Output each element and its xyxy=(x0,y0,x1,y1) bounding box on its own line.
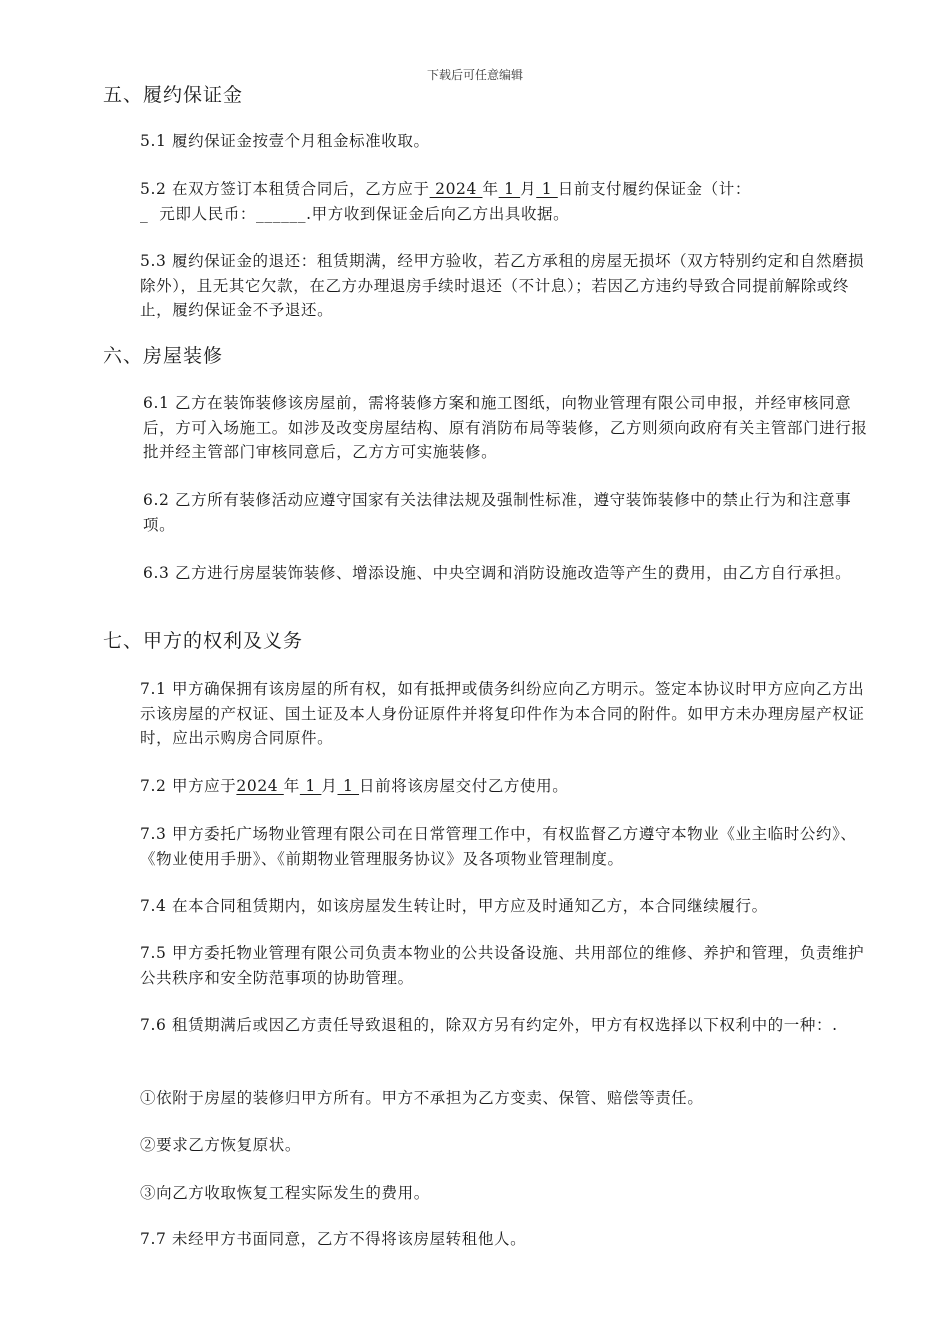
clause-5-2 xyxy=(140,177,870,226)
clause-5-2-text-f: .甲方收到保证金后向乙方出具收据。 xyxy=(306,204,570,223)
clause-7-2-month: 1 xyxy=(299,777,322,795)
clause-5-2-text-c: 月 xyxy=(520,180,537,198)
clause-5-2-day: 1 xyxy=(536,180,558,198)
clause-7-5: 7.5 甲方委托物业管理有限公司负责本物业的公共设备设施、共用部位的维修、养护和管理，负责维护公共秩序和安全防范事项的协助管理。 xyxy=(140,944,865,987)
clause-7-2-day: 1 xyxy=(337,777,360,795)
clause-7-6-option-2: ②要求乙方恢复原状。 xyxy=(140,1136,302,1154)
clause-7-2-text-b: 年 xyxy=(283,777,300,795)
clause-5-1: 5.1 履约保证金按壹个月租金标准收取。 xyxy=(140,132,430,150)
clause-7-2-text-a: 7.2 甲方应于 xyxy=(140,777,237,795)
watermark-text: 下载后可任意编辑 xyxy=(426,68,523,82)
clause-6-2: 6.2 乙方所有装修活动应遵守国家有关法律法规及强制性标准，遵守装饰装修中的禁止行为和注意事项。 xyxy=(143,491,852,534)
section-7-heading: 七、甲方的权利及义务 xyxy=(103,630,304,652)
clause-7-6-option-3: ③向乙方收取恢复工程实际发生的费用。 xyxy=(140,1184,430,1202)
clause-5-2-text-e: 元即人民币： xyxy=(148,204,257,223)
clause-5-3: 5.3 履约保证金的退还：租赁期满，经甲方验收，若乙方承租的房屋无损坏（双方特别约定和自然磨损除外），且无其它欠款，在乙方办理退房手续时退还（不计息）；若因乙方违约导致合同提前解除或终止，履约保证金不予退还。 xyxy=(140,252,865,319)
clause-7-7: 7.7 未经甲方书面同意，乙方不得将该房屋转租他人。 xyxy=(140,1230,527,1248)
section-5-heading: 五、履约保证金 xyxy=(103,84,244,106)
clause-7-3: 7.3 甲方委托广场物业管理有限公司在日常管理工作中，有权监督乙方遵守本物业《业主临时公约》、《物业使用手册》、《前期物业管理服务协议》及各项物业管理制度。 xyxy=(140,825,857,868)
clause-5-2-month: 1 xyxy=(498,180,521,198)
clause-6-3: 6.3 乙方进行房屋装饰装修、增添设施、中央空调和消防设施改造等产生的费用，由乙方自行承担。 xyxy=(143,564,852,582)
clause-5-2-year: 2024 xyxy=(429,180,483,198)
clause-5-2-text-b: 年 xyxy=(482,180,499,198)
clause-7-2-year: 2024 xyxy=(236,777,284,795)
clause-5-2-blank2: ______ xyxy=(256,204,307,223)
clause-7-6: 7.6 租赁期满后或因乙方责任导致退租的，除双方另有约定外，甲方有权选择以下权利中的一种：. xyxy=(140,1016,838,1034)
clause-5-2-text-a: 5.2 在双方签订本租赁合同后，乙方应于 xyxy=(140,180,430,198)
clause-5-2-text-d: 日前支付履约保证金（计： xyxy=(557,180,751,198)
clause-7-2-text-c: 月 xyxy=(321,777,338,795)
clause-7-2-text-d: 日前将该房屋交付乙方使用。 xyxy=(359,777,569,795)
clause-7-6-option-1: ①依附于房屋的装修归甲方所有。甲方不承担为乙方变卖、保管、赔偿等责任。 xyxy=(140,1089,704,1107)
clause-6-1: 6.1 乙方在装饰装修该房屋前，需将装修方案和施工图纸，向物业管理有限公司申报，并经审核同意后，方可入场施工。如涉及改变房屋结构、原有消防布局等装修，乙方则须向政府有关主管部门进行报批并经主管部门审核同意后，乙方方可实施装修。 xyxy=(143,394,868,461)
clause-5-2-blank-line2: _ xyxy=(140,204,149,223)
clause-7-2 xyxy=(140,774,870,799)
clause-7-4: 7.4 在本合同租赁期内，如该房屋发生转让时，甲方应及时通知乙方，本合同继续履行。 xyxy=(140,897,768,915)
clause-7-1: 7.1 甲方确保拥有该房屋的所有权，如有抵押或债务纠纷应向乙方明示。签定本协议时甲方应向乙方出示该房屋的产权证、国土证及本人身份证原件并将复印件作为本合同的附件。如甲方未办理房屋产权证时，应出示购房合同原件。 xyxy=(140,680,865,747)
section-6-heading: 六、房屋装修 xyxy=(103,345,224,367)
